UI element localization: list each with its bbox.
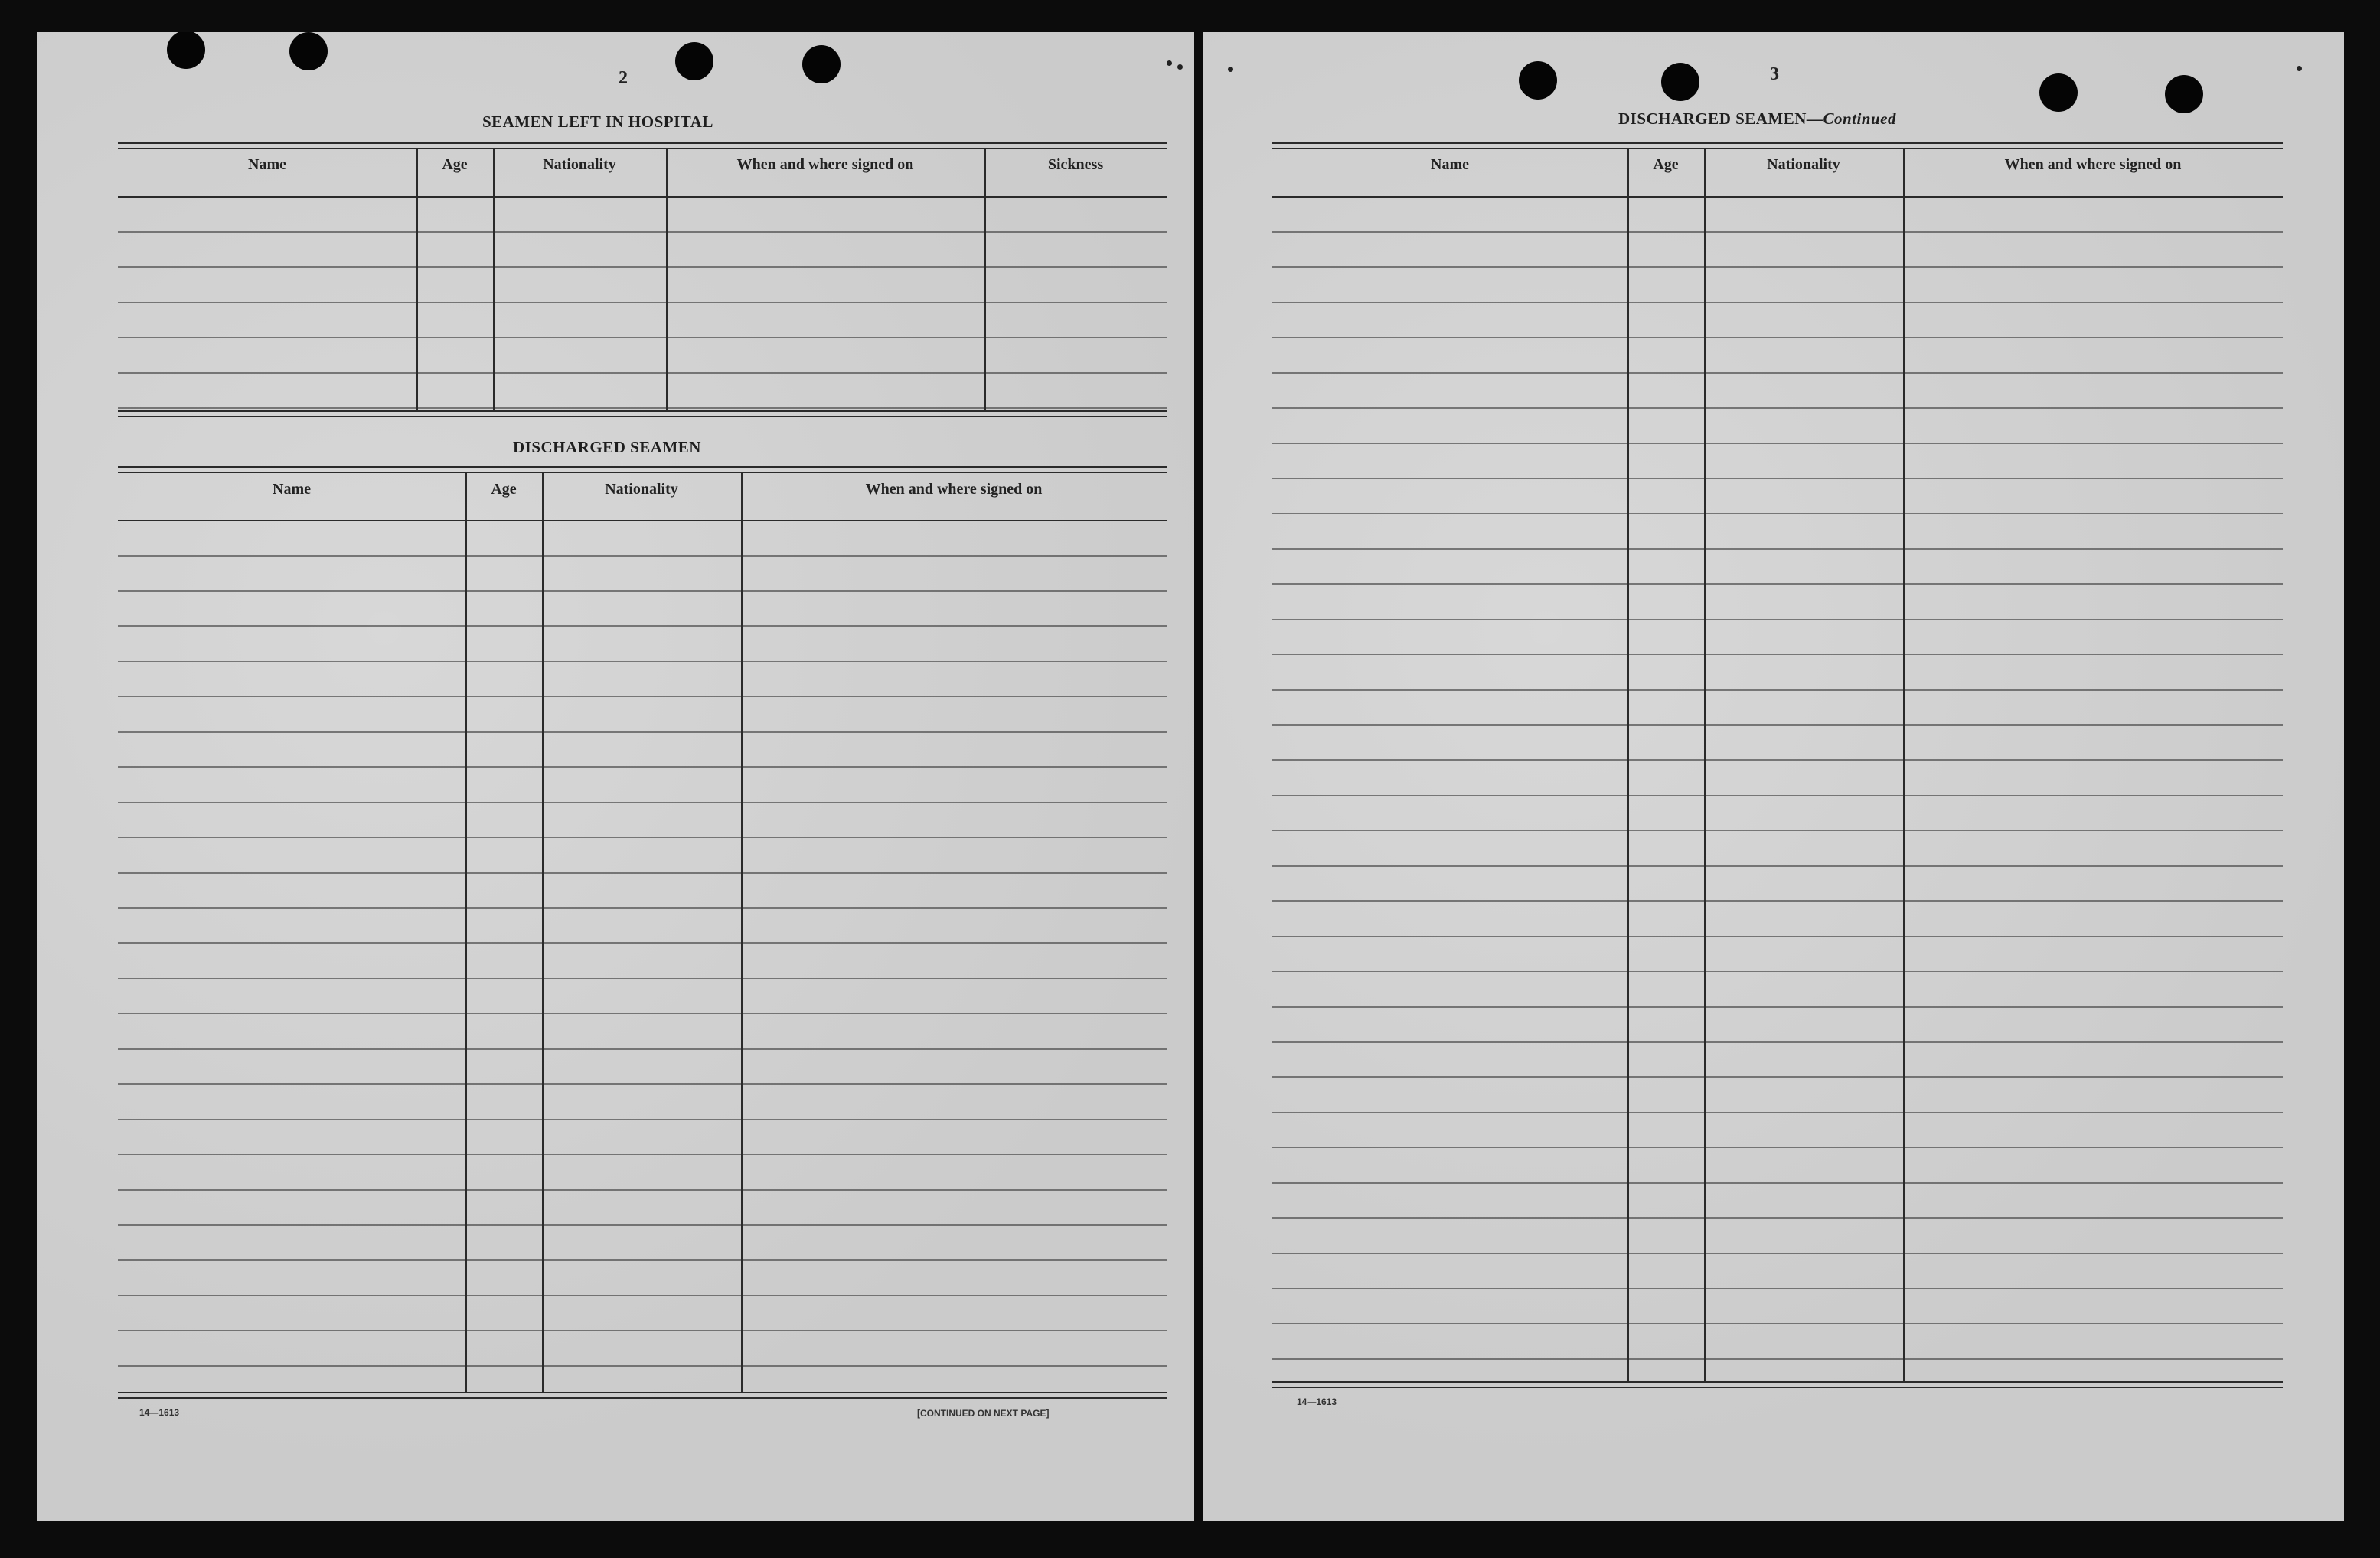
column-header-nationality: Nationality xyxy=(605,481,678,498)
column-divider xyxy=(542,473,544,1392)
column-header-signed-on: When and where signed on xyxy=(865,481,1043,498)
column-header-nationality: Nationality xyxy=(543,156,616,173)
column-divider xyxy=(1704,149,1706,1381)
form-number: 14—1613 xyxy=(139,1407,180,1418)
table-bottom-rule xyxy=(1272,1381,2283,1388)
punch-hole xyxy=(1519,61,1557,100)
table-bottom-rule xyxy=(118,1392,1167,1399)
specks xyxy=(1167,60,1172,66)
entry-rows xyxy=(118,198,1167,409)
right-page xyxy=(1203,32,2344,1521)
page-number: 3 xyxy=(1770,64,1779,84)
punch-hole xyxy=(289,32,328,70)
column-header-signed-on: When and where signed on xyxy=(736,156,914,173)
column-divider xyxy=(666,149,668,412)
column-header-name: Name xyxy=(248,156,286,173)
column-divider xyxy=(1627,149,1629,1381)
specks xyxy=(1177,64,1183,70)
column-divider xyxy=(493,149,495,412)
entry-rows xyxy=(1272,198,2283,1377)
column-divider xyxy=(465,473,467,1392)
title-continued: —Continued xyxy=(1806,109,1896,128)
hospital-section-title: SEAMEN LEFT IN HOSPITAL xyxy=(482,113,713,131)
specks xyxy=(2297,66,2302,71)
column-divider xyxy=(1903,149,1905,1381)
punch-hole xyxy=(2165,75,2203,113)
punch-hole xyxy=(2039,73,2078,112)
discharged-continued-title xyxy=(1618,109,1896,129)
column-divider xyxy=(984,149,986,412)
column-divider xyxy=(416,149,418,412)
continued-note: [CONTINUED ON NEXT PAGE] xyxy=(917,1408,1050,1419)
column-header-nationality: Nationality xyxy=(1767,156,1840,173)
column-header-name: Name xyxy=(1431,156,1469,173)
table-top-rule xyxy=(118,142,1167,149)
column-header-name: Name xyxy=(273,481,311,498)
table-bottom-rule xyxy=(118,410,1167,417)
column-header-sickness: Sickness xyxy=(1047,156,1104,173)
entry-rows xyxy=(118,521,1167,1390)
discharged-section-title: DISCHARGED SEAMEN xyxy=(513,438,701,456)
title-main: DISCHARGED SEAMEN xyxy=(1618,109,1807,128)
punch-hole xyxy=(802,45,841,83)
table-top-rule xyxy=(118,466,1167,473)
column-header-age: Age xyxy=(442,156,468,173)
table-top-rule xyxy=(1272,142,2283,149)
specks xyxy=(1228,67,1233,72)
left-page xyxy=(37,32,1194,1521)
column-header-signed-on: When and where signed on xyxy=(2004,156,2182,173)
punch-hole xyxy=(675,42,713,80)
column-divider xyxy=(741,473,743,1392)
punch-hole xyxy=(167,32,205,69)
page-number: 2 xyxy=(619,68,628,88)
punch-hole xyxy=(1661,63,1699,101)
form-number: 14—1613 xyxy=(1297,1396,1337,1407)
column-header-age: Age xyxy=(491,481,517,498)
column-header-age: Age xyxy=(1653,156,1679,173)
